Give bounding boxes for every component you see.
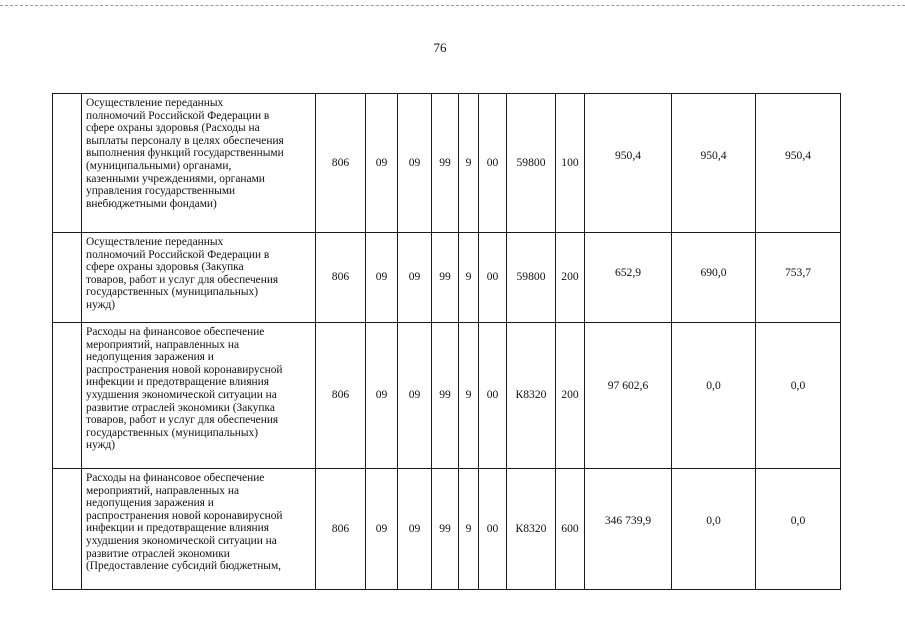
empty-lead-cell xyxy=(53,469,82,590)
group-code-cell: 00 xyxy=(479,469,507,590)
empty-lead-cell xyxy=(53,323,82,469)
amount-year-1: 346 739,9 xyxy=(604,514,652,527)
amount-year-2: 690,0 xyxy=(700,266,727,279)
group-code-cell: 00 xyxy=(479,233,507,323)
description-cell: Осуществление переданных полномочий Российской Федерации в сфере охраны здоровья (Расходы на выплаты персоналу в целях обеспечения выполнения функций государственными (муниципальными) органами, казенными учреждениями, органами управления государственными внебюджетными фондами) xyxy=(82,94,316,233)
program-code-cell: 99 xyxy=(432,469,459,590)
program-code-cell: 99 xyxy=(432,323,459,469)
amount-year-3-cell xyxy=(756,233,841,323)
section-code-cell: 09 xyxy=(366,469,398,590)
empty-lead-cell xyxy=(53,233,82,323)
amount-year-3: 0,0 xyxy=(790,379,806,392)
table-row xyxy=(53,323,841,469)
amount-year-2-cell xyxy=(672,94,756,233)
amount-year-2: 950,4 xyxy=(700,149,727,162)
amount-year-2-cell xyxy=(672,323,756,469)
subsection-code-cell: 09 xyxy=(398,94,432,233)
amount-year-3: 0,0 xyxy=(790,514,806,527)
subprogram-code-cell: 9 xyxy=(459,323,479,469)
amount-year-2: 0,0 xyxy=(706,514,721,527)
amount-year-3: 950,4 xyxy=(784,149,812,162)
table-row xyxy=(53,469,841,590)
amount-year-2: 0,0 xyxy=(706,379,721,392)
ministry-code-cell: 806 xyxy=(316,94,366,233)
direction-code-cell: К8320 xyxy=(507,323,556,469)
amount-year-1-cell xyxy=(585,233,672,323)
page-number: 76 xyxy=(433,40,447,55)
expense-type-cell: 600 xyxy=(556,469,585,590)
section-code-cell: 09 xyxy=(366,233,398,323)
subprogram-code-cell: 9 xyxy=(459,469,479,590)
table-row xyxy=(53,94,841,233)
ministry-code-cell: 806 xyxy=(316,233,366,323)
budget-table xyxy=(52,93,841,590)
direction-code-cell: 59800 xyxy=(507,94,556,233)
program-code-cell: 99 xyxy=(432,233,459,323)
amount-year-1: 950,4 xyxy=(614,149,642,162)
direction-code-cell: К8320 xyxy=(507,469,556,590)
group-code-cell: 00 xyxy=(479,94,507,233)
amount-year-2-cell xyxy=(672,469,756,590)
amount-year-2-cell xyxy=(672,233,756,323)
top-scan-rule xyxy=(0,5,905,6)
subsection-code-cell: 09 xyxy=(398,323,432,469)
subprogram-code-cell: 9 xyxy=(459,94,479,233)
direction-code-cell: 59800 xyxy=(507,233,556,323)
empty-lead-cell xyxy=(53,94,82,233)
ministry-code-cell: 806 xyxy=(316,323,366,469)
section-code-cell: 09 xyxy=(366,323,398,469)
expense-type-cell: 200 xyxy=(556,323,585,469)
subprogram-code-cell: 9 xyxy=(459,233,479,323)
description-cell: Осуществление переданных полномочий Российской Федерации в сфере охраны здоровья (Закупка товаров, работ и услуг для обеспечения государственных (муниципальных) нужд) xyxy=(82,233,316,323)
subsection-code-cell: 09 xyxy=(398,469,432,590)
section-code-cell: 09 xyxy=(366,94,398,233)
amount-year-1: 652,9 xyxy=(614,266,642,279)
amount-year-3: 753,7 xyxy=(784,266,812,279)
amount-year-3-cell xyxy=(756,94,841,233)
program-code-cell: 99 xyxy=(432,94,459,233)
group-code-cell: 00 xyxy=(479,323,507,469)
description-cell: Расходы на финансовое обеспечение мероприятий, направленных на недопущения заражения и распространения новой коронавирусной инфекции и предотвращение влияния ухудшения экономической ситуации на развитие отраслей экономики (Предоставление субсидий бюджетным, xyxy=(82,469,316,590)
amount-year-1-cell xyxy=(585,323,672,469)
ministry-code-cell: 806 xyxy=(316,469,366,590)
amount-year-1-cell xyxy=(585,469,672,590)
expense-type-cell: 100 xyxy=(556,94,585,233)
amount-year-3-cell xyxy=(756,323,841,469)
amount-year-1: 97 602,6 xyxy=(607,379,649,392)
description-cell: Расходы на финансовое обеспечение мероприятий, направленных на недопущения заражения и распространения новой коронавирусной инфекции и предотвращение влияния ухудшения экономической ситуации на развитие отраслей экономики (Закупка товаров, работ и услуг для обеспечения государственных (муниципальных) нужд) xyxy=(82,323,316,469)
amount-year-3-cell xyxy=(756,469,841,590)
table-row xyxy=(53,233,841,323)
subsection-code-cell: 09 xyxy=(398,233,432,323)
amount-year-1-cell xyxy=(585,94,672,233)
expense-type-cell: 200 xyxy=(556,233,585,323)
